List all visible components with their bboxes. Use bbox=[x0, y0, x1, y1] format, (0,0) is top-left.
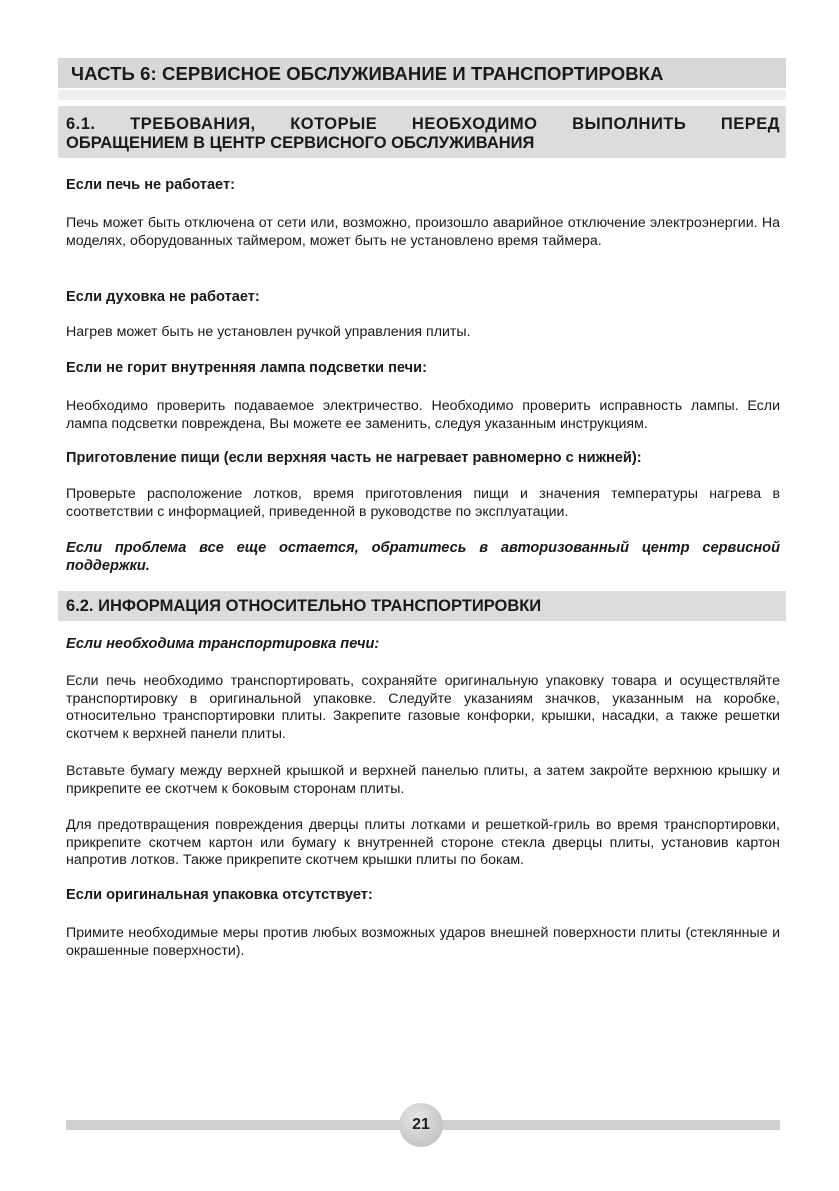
no-packaging-paragraph: Примите необходимые меры против любых возможных ударов внешней поверхности плиты (стеклянные и окрашенные поверхности). bbox=[66, 925, 780, 959]
part-header-underline bbox=[58, 90, 786, 100]
title-word: КОТОРЫЕ bbox=[290, 115, 378, 133]
section-1-title bbox=[66, 115, 780, 153]
title-word: ПЕРЕД bbox=[720, 115, 780, 133]
item-text: Необходимо проверить подаваемое электричество. Необходимо проверить исправность лампы. Если лампа подсветки повреждена, Вы можете ее заменить, следуя указанным инструкциям. bbox=[66, 398, 780, 432]
title-word: ТРЕБОВАНИЯ, bbox=[130, 115, 256, 133]
title-word: ВЫПОЛНИТЬ bbox=[572, 115, 687, 133]
item-text: Нагрев может быть не установлен ручкой управления плиты. bbox=[66, 324, 471, 340]
section-1-title-line1 bbox=[66, 115, 780, 134]
title-word: НЕОБХОДИМО bbox=[411, 115, 538, 133]
title-word: 6.1. bbox=[66, 115, 96, 133]
page-number: 21 bbox=[399, 1103, 443, 1147]
service-note: Если проблема все еще остается, обратитесь в авторизованный центр сервисной поддержки. bbox=[66, 540, 780, 574]
transport-paragraph: Если печь необходимо транспортировать, сохраняйте оригинальную упаковку товара и осуществляйте транспортировку в оригинальной упаковке. Следуйте указаниям значков, указанным на коробке, относительно транспортировки плиты. Закрепите газовые конфорки, крышки, насадки, а также решетки скотчем к верхней панели плиты. bbox=[66, 673, 780, 742]
item-heading: Если печь не работает: bbox=[66, 177, 235, 193]
item-heading: Если не горит внутренняя лампа подсветки печи: bbox=[66, 360, 427, 376]
part-title: ЧАСТЬ 6: СЕРВИСНОЕ ОБСЛУЖИВАНИЕ И ТРАНСПОРТИРОВКА bbox=[71, 63, 664, 84]
section-1-title-line2: ОБРАЩЕНИЕМ В ЦЕНТР СЕРВИСНОГО ОБСЛУЖИВАНИЯ bbox=[66, 134, 535, 152]
section-2-title: 6.2. ИНФОРМАЦИЯ ОТНОСИТЕЛЬНО ТРАНСПОРТИРОВКИ bbox=[66, 597, 542, 615]
item-text: Проверьте расположение лотков, время приготовления пищи и значения температуры нагрева в соответствии с информацией, приведенной в руководстве по эксплуатации. bbox=[66, 486, 780, 520]
transport-paragraph: Вставьте бумагу между верхней крышкой и верхней панелью плиты, а затем закройте верхнюю крышку и прикрепите ее скотчем к боковым сторонам плиты. bbox=[66, 763, 780, 797]
item-text: Печь может быть отключена от сети или, возможно, произошло аварийное отключение электроэнергии. На моделях, оборудованных таймером, может быть не установлено время таймера. bbox=[66, 215, 780, 249]
transport-subheading: Если необходима транспортировка печи: bbox=[66, 636, 380, 652]
transport-paragraph: Для предотвращения повреждения дверцы плиты лотками и решеткой-гриль во время транспортировки, прикрепите скотчем картон или бумагу к внутренней стороне стекла дверцы плиты, установив картон напротив лотков. Также прикрепите скотчем крышки плиты по бокам. bbox=[66, 817, 780, 868]
item-heading: Приготовление пищи (если верхняя часть не нагревает равномерно с нижней): bbox=[66, 450, 642, 466]
item-heading: Если духовка не работает: bbox=[66, 289, 260, 305]
no-packaging-subheading: Если оригинальная упаковка отсутствует: bbox=[66, 887, 373, 903]
